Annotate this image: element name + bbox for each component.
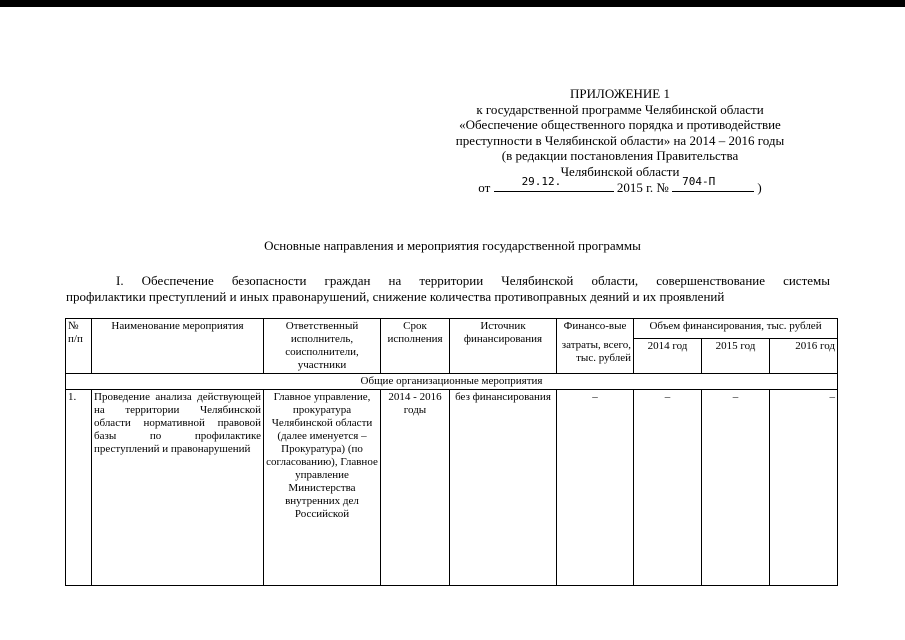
close-paren: ) xyxy=(757,180,762,195)
appendix-title: ПРИЛОЖЕНИЕ 1 xyxy=(570,86,670,101)
appendix-header xyxy=(420,86,820,196)
row-name: Проведение анализа действующей на территории Челябинской области нормативной правовой базы по профилактике преступлений и правонарушений xyxy=(92,390,264,586)
from-prefix: от xyxy=(478,180,491,195)
group-row-label: Общие организационные мероприятия xyxy=(66,374,838,390)
header-expenses-bottom: затраты, всего, тыс. рублей xyxy=(557,338,634,373)
header-term: Срок исполнения xyxy=(381,319,450,374)
appendix-line-5: Челябинской области xyxy=(560,163,680,179)
year-text: 2015 г. № xyxy=(616,180,669,195)
table-row xyxy=(66,390,838,586)
header-name: Наименование мероприятия xyxy=(92,319,264,374)
appendix-line-1: к государственной программе Челябинской области xyxy=(476,101,764,117)
group-row xyxy=(66,374,838,390)
header-row-1 xyxy=(66,319,838,339)
header-volume: Объем финансирования, тыс. рублей xyxy=(634,319,838,339)
header-2014: 2014 год xyxy=(634,338,702,373)
header-2016: 2016 год xyxy=(770,338,838,373)
row-2015: – xyxy=(702,390,770,586)
section-line-2: профилактики преступлений и иных правонарушений, снижение количества противоправных деяний и их проявлений xyxy=(66,288,725,304)
row-source: без финансирования xyxy=(450,390,557,586)
date-stamp: 29.12. xyxy=(521,175,562,188)
header-2015: 2015 год xyxy=(702,338,770,373)
row-num: 1. xyxy=(66,390,92,586)
header-num: № п/п xyxy=(66,319,92,374)
row-2016: – xyxy=(770,390,838,586)
header-source: Источник финансирования xyxy=(450,319,557,374)
section-line-1: I. Обеспечение безопасности граждан на территории Челябинской области, совершенствование системы xyxy=(116,273,830,288)
appendix-date-line xyxy=(420,175,820,196)
row-2014: – xyxy=(634,390,702,586)
date-blank xyxy=(494,175,614,192)
measures-table xyxy=(65,318,838,586)
number-stamp: 704-П xyxy=(682,175,716,188)
appendix-line-3: преступности в Челябинской области» на 2014 – 2016 годы xyxy=(455,132,785,148)
top-black-bar xyxy=(0,0,905,7)
row-executor: Главное управление, прокуратура Челябинской области (далее именуется – Прокуратура) (по согласованию), Главное управление Министерства внутренних дел Российской xyxy=(264,390,381,586)
header-expenses-top: Финансо-вые xyxy=(557,319,634,339)
header-executor: Ответственный исполнитель, соисполнители, участники xyxy=(264,319,381,374)
appendix-line-4: (в редакции постановления Правительства xyxy=(501,148,739,163)
number-blank xyxy=(672,175,754,192)
section-heading xyxy=(66,273,830,304)
row-total: – xyxy=(557,390,634,586)
row-term: 2014 - 2016 годы xyxy=(381,390,450,586)
document-title: Основные направления и мероприятия государственной программы xyxy=(264,238,641,253)
appendix-line-2: «Обеспечение общественного порядка и противодействие xyxy=(459,117,781,132)
